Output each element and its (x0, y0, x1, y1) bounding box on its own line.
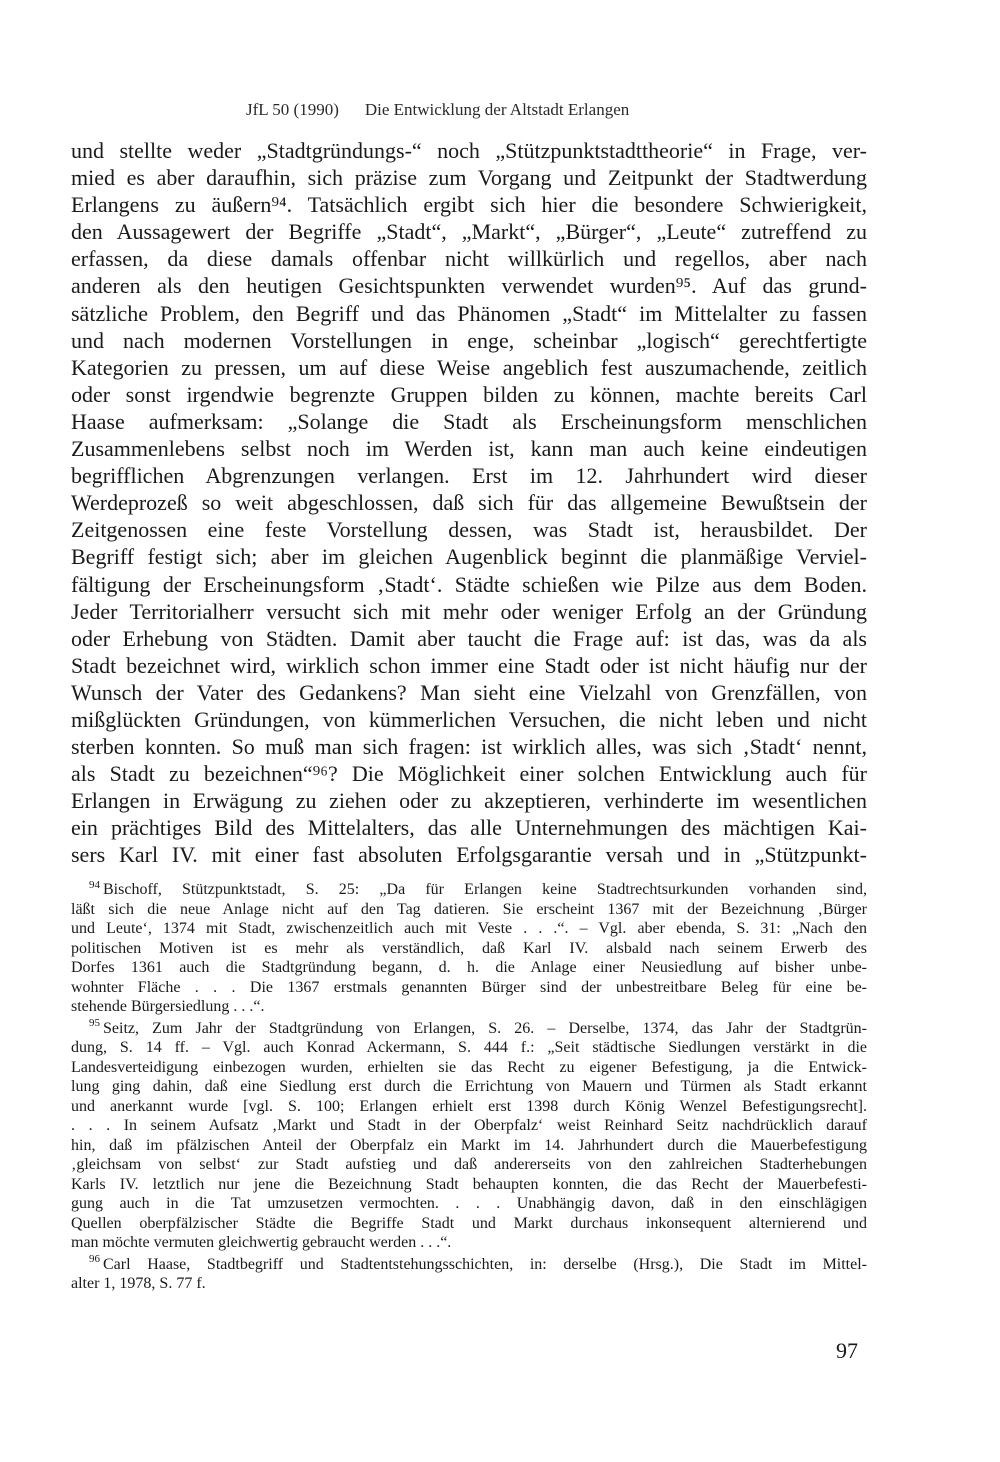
body-line: mißglückten Gründungen, von kümmerlichen Versuchen, die nicht leben und nicht (71, 706, 867, 732)
body-line: Wunsch der Vater des Gedankens? Man sieht eine Vielzahl von Grenzfällen, von (71, 679, 867, 705)
footnote-text: Carl Haase, Stadtbegriff und Stadtentstehungsschichten, in: derselbe (Hrsg.), Die Stadt im Mittel- (103, 1255, 867, 1273)
body-line: Kategorien zu pressen, um auf diese Weise angeblich fest auszumachende, zeitlich (71, 354, 867, 380)
body-line: Begriff festigt sich; aber im gleichen Augenblick beginnt die planmäßige Verviel- (71, 544, 867, 570)
running-head (246, 100, 629, 120)
footnote-line: ‚gleichsam von selbst‘ zur Stadt aufstieg und daß andererseits von den zahlreichen Stadterhebungen (71, 1156, 867, 1173)
body-line: fältigung der Erscheinungsform ‚Stadt‘. Städte schießen wie Pilze aus dem Boden. (71, 571, 867, 597)
footnote-line: lung ging dahin, daß eine Siedlung erst durch die Errichtung von Mauern und Türmen als Stadt erkannt (71, 1078, 867, 1095)
body-line: den Aussagewert der Begriffe „Stadt“, „Markt“, „Bürger“, „Leute“ zutreffend zu (71, 219, 867, 245)
body-line: begrifflichen Abgrenzungen verlangen. Erst im 12. Jahrhundert wird dieser (71, 463, 867, 489)
body-line: ein prächtiges Bild des Mittelalters, das alle Unternehmungen des mächtigen Kai- (71, 815, 867, 841)
footnote-line: Dorfes 1361 auch die Stadtgründung begann, d. h. die Anlage einer Neusiedlung auf bisher unbe- (71, 959, 867, 976)
body-line: Erlangens zu äußern⁹⁴. Tatsächlich ergibt sich hier die besondere Schwierigkeit, (71, 192, 867, 218)
body-line: Zeitgenossen eine feste Vorstellung dessen, was Stadt ist, herausbildet. Der (71, 517, 867, 543)
body-line: sätzliche Problem, den Begriff und das Phänomen „Stadt“ im Mittelalter zu fassen (71, 300, 867, 326)
body-line: Erlangen in Erwägung zu ziehen oder zu akzeptieren, verhinderte im wesentlichen (71, 788, 867, 814)
footnote-line: dung, S. 14 ff. – Vgl. auch Konrad Ackermann, S. 444 f.: „Seit städtische Siedlungen verstärkt in die (71, 1039, 867, 1056)
body-line: Jeder Territorialherr versucht sich mit mehr oder weniger Erfolg an der Gründung (71, 598, 867, 624)
footnote-line: und Leute‘, 1374 mit Stadt, zwischenzeitlich auch mit Veste . . .“. – Vgl. aber ebenda, S. 31: „Nach den (71, 920, 867, 937)
footnote-line (71, 1255, 867, 1275)
footnotes (71, 880, 867, 1296)
body-text (71, 137, 867, 869)
footnote-line: politischen Motiven ist es mehr als verständlich, daß Karl IV. alsbald nach seinem Erwerb des (71, 939, 867, 957)
footnote-line: und anerkannt wurde [vgl. S. 100; Erlangen erhielt erst 1398 durch König Wenzel Befestigungsrecht]. (71, 1097, 867, 1115)
body-line: als Stadt zu bezeichnen“⁹⁶? Die Möglichkeit einer solchen Entwicklung auch für (71, 761, 867, 787)
footnote-number: 94 (89, 878, 100, 891)
body-line: und stellte weder „Stadtgründungs-“ noch „Stützpunktstadttheorie“ in Frage, ver- (71, 138, 867, 163)
body-line: Stadt bezeichnet wird, wirklich schon immer eine Stadt oder ist nicht häufig nur der (71, 652, 867, 678)
footnote-line: Karls IV. letztlich nur jene die Bezeichnung Stadt behaupten konnten, die das Recht der Mauerbefesti- (71, 1175, 867, 1193)
footnote-line (71, 1019, 867, 1039)
body-line: Werdeprozeß so weit abgeschlossen, daß sich für das allgemeine Bewußtsein der (71, 490, 867, 516)
footnote-number: 95 (89, 1017, 100, 1030)
footnote-number: 96 (89, 1253, 100, 1266)
footnote-line: man möchte vermuten gleichwertig gebraucht werden . . .“. (71, 1234, 452, 1251)
body-line: anderen als den heutigen Gesichtspunkten verwendet wurden⁹⁵. Auf das grund- (71, 273, 867, 299)
body-line: mied es aber daraufhin, sich präzise zum Vorgang und Zeitpunkt der Stadtwerdung (71, 165, 867, 191)
footnote-94 (71, 880, 867, 1017)
footnote-line: läßt sich die neue Anlage nicht auf den Tag datieren. Sie erscheint 1367 mit der Bezeichnung ‚Bürger (71, 900, 867, 918)
running-head-title: Die Entwicklung der Altstadt Erlangen (364, 100, 630, 119)
journal-reference: JfL 50 (1990) (246, 100, 339, 119)
body-line: Haase aufmerksam: „Solange die Stadt als Erscheinungsform menschlichen (71, 408, 867, 434)
body-line: oder sonst irgendwie begrenzte Gruppen bilden zu können, machte bereits Carl (71, 381, 867, 407)
footnote-text: Bischoff, Stützpunktstadt, S. 25: „Da für Erlangen keine Stadtrechtsurkunden vorhanden sind, (103, 881, 867, 898)
body-line: sers Karl IV. mit einer fast absoluten Erfolgsgarantie versah und in „Stützpunkt- (71, 842, 867, 868)
footnote-line: hin, daß im pfälzischen Anteil der Oberpfalz ein Markt im 14. Jahrhundert durch die Mauerbefestigung (71, 1136, 867, 1154)
footnote-line: Quellen oberpfälzischer Städte die Begriffe Stadt und Markt durchaus inkonsequent alternierend und (71, 1214, 867, 1232)
footnote-line (71, 880, 867, 900)
footnote-line: alter 1, 1978, S. 77 f. (71, 1275, 206, 1292)
footnote-line: . . . In seinem Aufsatz ‚Markt und Stadt in der Oberpfalz‘ weist Reinhard Seitz nachdrücklich darauf (71, 1117, 867, 1134)
footnote-text: Seitz, Zum Jahr der Stadtgründung von Erlangen, S. 26. – Derselbe, 1374, das Jahr der Stadtgrün- (103, 1019, 867, 1037)
footnote-line: gung auch in die Tat umzusetzen vermochten. . . . Unabhängig davon, daß in den einschlägigen (71, 1195, 867, 1212)
footnote-line: wohnter Fläche . . . Die 1367 erstmals genannten Bürger sind der unbestreitbare Beleg für eine be- (71, 978, 867, 996)
body-line: Zusammenlebens selbst noch im Werden ist, kann man auch keine eindeutigen (71, 436, 867, 462)
body-line: oder Erhebung von Städten. Damit aber taucht die Frage auf: ist das, was da als (71, 625, 867, 651)
footnote-95 (71, 1019, 867, 1253)
footnote-96 (71, 1255, 867, 1294)
footnote-line: Landesverteidigung einbezogen wurden, erhielten sie das Recht zu eigener Befestigung, ja die Entwick- (71, 1058, 867, 1076)
footnote-line: stehende Bürgersiedlung . . .“. (71, 998, 265, 1015)
body-line: sterben konnten. So muß man sich fragen: ist wirklich alles, was sich ‚Stadt‘ nennt, (71, 734, 867, 760)
body-line: erfassen, da diese damals offenbar nicht willkürlich und regellos, aber nach (71, 246, 867, 272)
body-line: und nach modernen Vorstellungen in enge, scheinbar „logisch“ gerechtfertigte (71, 327, 867, 353)
page-number: 97 (836, 1338, 858, 1363)
